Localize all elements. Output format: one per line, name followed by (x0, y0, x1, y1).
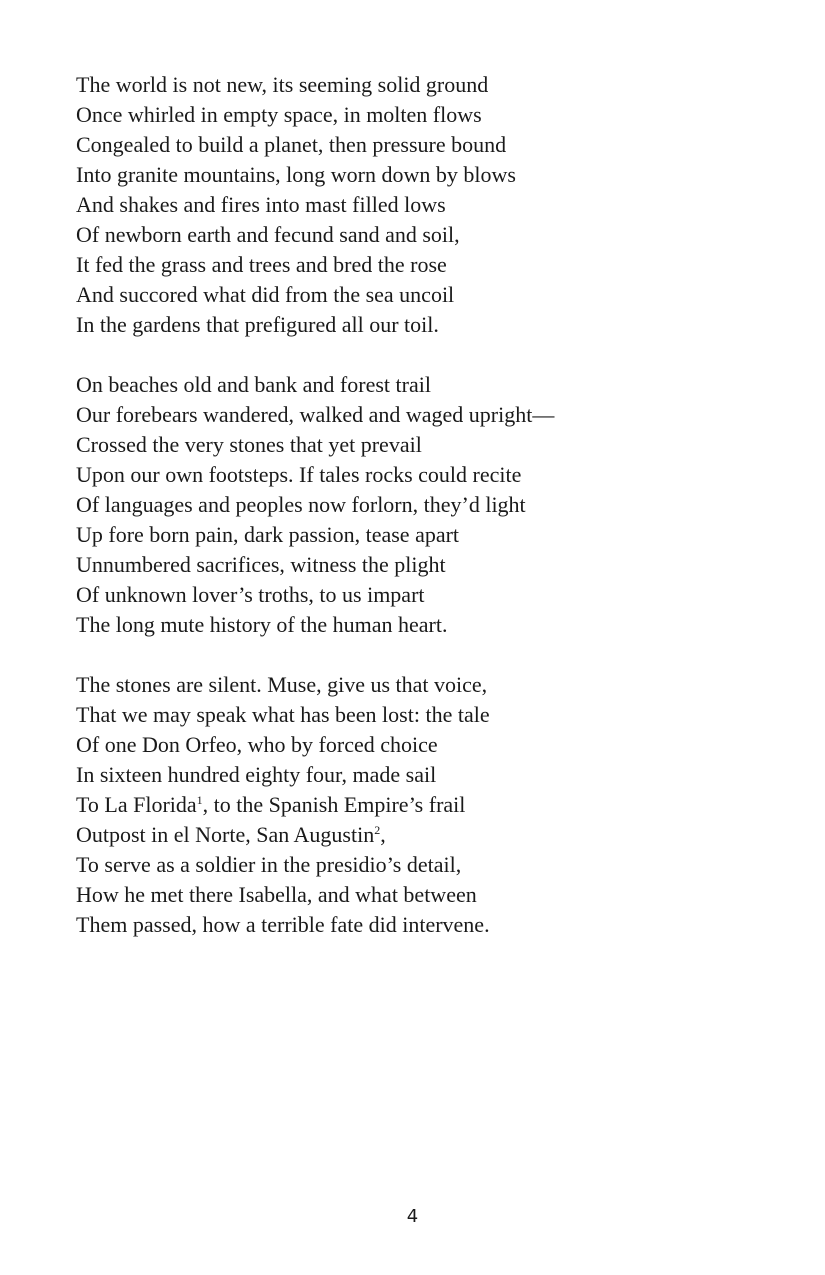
footnote-marker[interactable]: 2 (374, 823, 381, 837)
footnote-marker[interactable]: 1 (196, 793, 203, 807)
line-text: , (380, 822, 386, 847)
poem-line: Upon our own footsteps. If tales rocks could recite (76, 462, 522, 487)
poem-line: Crossed the very stones that yet prevail (76, 432, 422, 457)
poem-line: It fed the grass and trees and bred the rose (76, 252, 447, 277)
poem-line: Unnumbered sacrifices, witness the plight (76, 552, 446, 577)
poem-line: The stones are silent. Muse, give us that voice, (76, 672, 488, 697)
line-text: , to the Spanish Empire’s frail (202, 792, 466, 817)
poem-line: Our forebears wandered, walked and waged upright— (76, 402, 555, 427)
poem-line: Them passed, how a terrible fate did intervene. (76, 912, 490, 937)
poem-line: The long mute history of the human heart. (76, 612, 448, 637)
poem-line: In the gardens that prefigured all our toil. (76, 312, 439, 337)
line-text: Outpost in el Norte, San Augustin (76, 822, 375, 847)
poem-line: Of newborn earth and fecund sand and soil, (76, 222, 460, 247)
poem-line: To serve as a soldier in the presidio’s detail, (76, 852, 462, 877)
poem-line (76, 820, 776, 850)
stanza-3 (76, 670, 776, 940)
poem-line: Of languages and peoples now forlorn, they’d light (76, 492, 526, 517)
poem-line: That we may speak what has been lost: the tale (76, 702, 490, 727)
line-text: To La Florida (76, 792, 197, 817)
stanza-1 (76, 70, 776, 340)
page-number: 4 (406, 1206, 419, 1227)
poem (76, 70, 776, 970)
poem-line: Into granite mountains, long worn down by blows (76, 162, 516, 187)
stanza-2 (76, 370, 776, 640)
poem-line: And shakes and fires into mast filled lows (76, 192, 446, 217)
poem-line: The world is not new, its seeming solid ground (76, 72, 489, 97)
poem-line: And succored what did from the sea uncoil (76, 282, 455, 307)
poem-line (76, 790, 776, 820)
poem-line: Of one Don Orfeo, who by forced choice (76, 732, 438, 757)
poem-line: Up fore born pain, dark passion, tease apart (76, 522, 460, 547)
poem-line: In sixteen hundred eighty four, made sail (76, 762, 437, 787)
poem-line: Once whirled in empty space, in molten flows (76, 102, 482, 127)
poem-line: Congealed to build a planet, then pressure bound (76, 132, 507, 157)
poem-line: Of unknown lover’s troths, to us impart (76, 582, 425, 607)
poem-line: On beaches old and bank and forest trail (76, 372, 431, 397)
poem-line: How he met there Isabella, and what between (76, 882, 477, 907)
